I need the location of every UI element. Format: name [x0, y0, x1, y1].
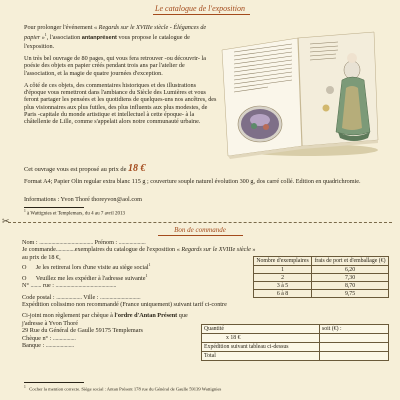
footnote-rule-2 [24, 382, 84, 383]
table-row [202, 334, 389, 343]
name-row: Nom : ........................................ Prénom : .................... [22, 239, 146, 246]
quantity-label: Quantité [202, 325, 320, 334]
quantity-row: Je commande..............exemplaires du catalogue de l'exposition « Regards sur le XVIIIe siècle » [22, 246, 256, 254]
unit-price-cell[interactable]: x 18 € [202, 334, 320, 343]
cheque-number-field[interactable]: ................. [52, 334, 76, 342]
intro-paragraph-2: Un très bel ouvrage de 80 pages, qui vous fera retrouver -ou découvrir- la poésie des objets en papier créés pendant trois ans par l'atelier de l'association, et la magie de quatre journées d'exception. [24, 54, 206, 77]
colissimo-note: Expédition colissimo non recommandé (France uniquement) suivant tarif ci-contre [22, 300, 227, 308]
amount-header: soit (€) : [320, 325, 389, 334]
total-cell[interactable] [320, 352, 389, 361]
bank-row: Banque : ..................... [22, 342, 75, 349]
table-header-row [254, 257, 389, 266]
table-row: 2 7,30 [254, 274, 389, 282]
book-image [218, 28, 382, 160]
column-header: frais de port et d'emballage (€) [312, 257, 389, 266]
table-row [202, 352, 389, 361]
subtotal-cell[interactable] [320, 334, 389, 343]
table-row [202, 343, 389, 352]
shipping-rates-table [253, 256, 389, 298]
price-line: Cet ouvrage vous est proposé au prix de 18 € [24, 163, 146, 174]
catalogue-book-illustration [218, 28, 382, 160]
price-note: au prix de 18 €, [22, 253, 61, 261]
footnote-1: $^1$ à Wattignies et Templemars, du 4 au 7 avril 2013 [24, 209, 125, 217]
quantity-field[interactable]: .............. [55, 246, 75, 254]
scissors-icon: ✂ [2, 216, 10, 226]
option-pickup[interactable]: O Je les retirerai lors d'une visite au siège social$^1$ [22, 262, 151, 272]
cheque-note: Ci-joint mon règlement par chèque à l'ordre d'Antan Présent que j'adresse à Yvon Thoré [22, 312, 188, 327]
table-row: 6 à 8 9,75 [254, 290, 389, 298]
order-title-underline [158, 235, 243, 236]
price-amount: 18 € [128, 163, 146, 174]
shipping-cost-cell[interactable] [320, 343, 389, 352]
table-row: 1 6,20 [254, 266, 389, 274]
nom-field[interactable]: ........................................ [39, 239, 94, 246]
cut-line [8, 222, 392, 223]
column-header: Nombre d'exemplaires [254, 257, 312, 266]
prenom-field[interactable]: .................... [118, 239, 146, 246]
order-form-title: Bon de commande [174, 226, 226, 234]
city-field[interactable]: .............................. [100, 293, 141, 301]
footnote-2: $^1$ Cocher la mention correcte. Siège social : Antan Présent 178 rue du Général de Gaulle 59139 Wattignies [24, 385, 222, 392]
format-description: Format A4; Papier Olin regular extra blanc 115 g ; couverture souple naturel évolution 300 g, dos carré collé. Edition en quadrichromie. [24, 178, 361, 185]
cheque-address: 29 Rue du Général de Gaulle 59175 Templemars [22, 327, 143, 335]
intro-paragraph-1: Pour prolonger l'événement « Regards sur le XVIIIe siècle - Élégances de papier »$^1$, l'association antanprésent vous propose le catalogue de l'exposition. [24, 24, 207, 50]
bank-field[interactable]: ..................... [45, 342, 75, 349]
table-row [202, 325, 389, 334]
event-name: Regards sur le XVIIIe siècle - Élégances de papier [24, 24, 207, 42]
shipping-label: Expédition suivant tableau ci-dessus [202, 343, 320, 352]
city-row: Code postal : ................... Ville : .............................. [22, 293, 141, 301]
option-ship-radio[interactable]: O [22, 274, 27, 282]
order-summary-table [201, 324, 389, 361]
contact-info: Informations : Yvon Thoré thoreyvon@aol.com [24, 196, 142, 203]
street-field[interactable]: ............................................. [55, 282, 117, 290]
option-pickup-radio[interactable]: O [22, 264, 27, 272]
intro-paragraph-3: A côté de ces objets, des commentaires historiques et des illustrations d'époque vous remettront dans l'ambiance du Siècle des Lumières et vous feront partager les pensées et les quotidiens de quelques-uns nos ancêtres, des plus visionnaires aux plus futiles, des plus influents aux plus modestes, de Paris -capitale du monde artistique et intellectuel à cette époque- à la châtellenie de Lille, comme s'appelait alors notre communauté urbaine. [24, 81, 217, 126]
street-row: N° ........ rue : ............................................. [22, 282, 117, 290]
total-label: Total [202, 352, 320, 361]
street-number-field[interactable]: ........ [30, 282, 42, 290]
brand-name: antanprésent [81, 35, 117, 42]
title-underline [153, 14, 250, 15]
intro-text [24, 24, 218, 131]
cheque-number-row: Chèque n° : ................. [22, 334, 76, 342]
option-ship[interactable]: O Veuillez me les expédier à l'adresse suivante$^1$ [22, 272, 148, 282]
page-title: Le catalogue de l'exposition [155, 4, 245, 13]
footnote-rule [24, 207, 84, 208]
table-row: 3 à 5 8,70 [254, 282, 389, 290]
postal-code-field[interactable]: ................... [56, 293, 82, 301]
